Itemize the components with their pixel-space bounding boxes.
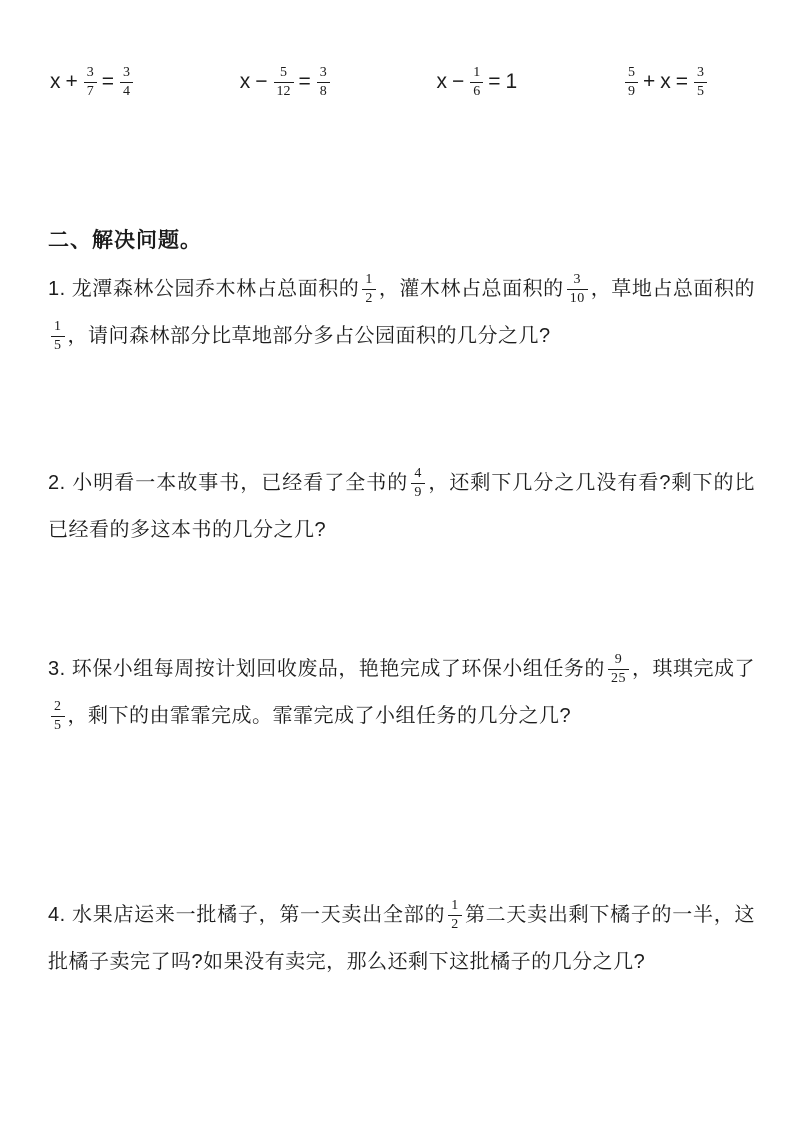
fraction-numerator: 3 bbox=[317, 65, 330, 83]
text-run: ，请问森林部分比草地部分多占公园面积的几分之几? bbox=[67, 325, 551, 347]
text-run: ，琪琪完成了 bbox=[631, 658, 755, 680]
fraction-numerator: 3 bbox=[120, 65, 133, 83]
fraction-denominator: 8 bbox=[319, 83, 327, 99]
text-run: 1 bbox=[505, 70, 519, 93]
fraction-numerator: 5 bbox=[274, 65, 294, 83]
text-run: ，还剩下几分之几没有看?剩下的比已经看的多这本书的几分之几? bbox=[48, 472, 755, 541]
fraction bbox=[362, 272, 376, 306]
equation-2 bbox=[238, 65, 333, 99]
fraction-numerator: 1 bbox=[51, 319, 65, 337]
fraction bbox=[625, 65, 638, 99]
fraction bbox=[120, 65, 133, 99]
fraction bbox=[411, 466, 425, 500]
section-header: 二、解决问题。 bbox=[48, 229, 202, 252]
problem-3 bbox=[48, 646, 755, 740]
equation-3 bbox=[435, 65, 521, 99]
fraction-numerator: 1 bbox=[448, 898, 462, 916]
text-run: 3. 环保小组每周按计划回收废品，艳艳完成了环保小组任务的 bbox=[48, 658, 605, 680]
fraction-denominator: 2 bbox=[365, 291, 373, 306]
text-run: 第二天卖出剩下橘子的一半，这批橘子卖完了吗?如果没有卖完，那么还剩下这批橘子的几分之几? bbox=[48, 904, 755, 973]
fraction bbox=[567, 272, 588, 306]
fraction-numerator: 1 bbox=[362, 272, 376, 290]
fraction-numerator: 3 bbox=[84, 65, 97, 83]
text-run: = bbox=[488, 70, 502, 93]
problem-4 bbox=[48, 892, 755, 986]
fraction-denominator: 7 bbox=[86, 83, 94, 99]
fraction-denominator: 9 bbox=[627, 83, 635, 99]
text-run: x bbox=[50, 70, 62, 93]
fraction-denominator: 5 bbox=[54, 718, 62, 733]
fraction bbox=[84, 65, 97, 99]
text-run: ，草地占总面积的 bbox=[590, 278, 756, 300]
text-run: − bbox=[255, 70, 269, 93]
text-run: = bbox=[298, 70, 312, 93]
fraction-denominator: 6 bbox=[473, 83, 481, 99]
text-run: 1. 龙潭森林公园乔木林占总面积的 bbox=[48, 278, 360, 300]
text-run: ，灌木林占总面积的 bbox=[378, 278, 564, 300]
fraction-numerator: 3 bbox=[567, 272, 588, 290]
equation-row bbox=[48, 56, 710, 108]
fraction-denominator: 5 bbox=[54, 338, 62, 353]
text-run: − bbox=[452, 70, 466, 93]
text-run: 4. 水果店运来一批橘子，第一天卖出全部的 bbox=[48, 904, 446, 926]
fraction-denominator: 2 bbox=[451, 917, 459, 932]
problem-2 bbox=[48, 460, 755, 554]
fraction-numerator: 5 bbox=[625, 65, 638, 83]
fraction-denominator: 5 bbox=[696, 83, 704, 99]
fraction-numerator: 9 bbox=[608, 652, 629, 670]
problem-1 bbox=[48, 266, 755, 360]
fraction-numerator: 3 bbox=[694, 65, 707, 83]
fraction-denominator: 10 bbox=[569, 291, 585, 306]
equation-4 bbox=[622, 65, 710, 99]
fraction bbox=[470, 65, 483, 99]
fraction-numerator: 4 bbox=[411, 466, 425, 484]
fraction-denominator: 4 bbox=[123, 83, 131, 99]
fraction bbox=[448, 898, 462, 932]
text-run: = bbox=[675, 70, 689, 93]
equation-1 bbox=[48, 65, 136, 99]
text-run: 2. 小明看一本故事书，已经看了全书的 bbox=[48, 472, 409, 494]
text-run: x bbox=[239, 70, 252, 93]
text-run: = bbox=[101, 70, 116, 93]
fraction bbox=[694, 65, 707, 99]
text-run: x bbox=[660, 70, 672, 93]
fraction-numerator: 2 bbox=[51, 699, 65, 717]
fraction-denominator: 25 bbox=[610, 671, 626, 686]
text-run: x bbox=[436, 70, 448, 93]
text-run: + bbox=[642, 70, 657, 93]
fraction bbox=[317, 65, 330, 99]
fraction bbox=[274, 65, 294, 99]
fraction bbox=[51, 319, 65, 353]
text-run: ，剩下的由霏霏完成。霏霏完成了小组任务的几分之几? bbox=[67, 705, 572, 727]
fraction-denominator: 9 bbox=[414, 485, 422, 500]
fraction bbox=[608, 652, 629, 686]
fraction bbox=[51, 699, 65, 733]
text-run: + bbox=[65, 70, 79, 93]
fraction-numerator: 1 bbox=[470, 65, 483, 83]
fraction-denominator: 12 bbox=[276, 83, 291, 99]
